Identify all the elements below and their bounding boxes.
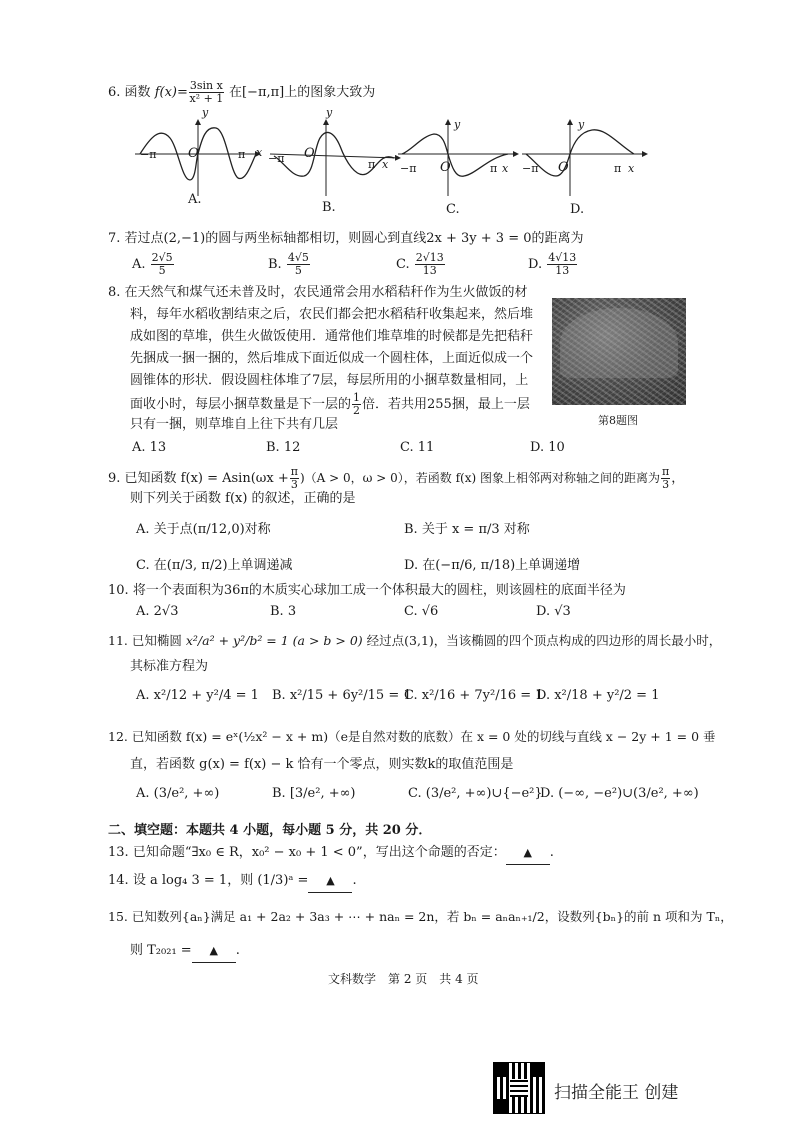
graph-d-label: D. xyxy=(570,202,585,217)
q12-option-d: D. (−∞, −e²)∪(3/e², +∞) xyxy=(540,786,699,801)
graph-b-negpi: −π xyxy=(268,152,285,165)
q9-option-d: D. 在(−π/6, π/18)上单调递增 xyxy=(404,558,581,573)
graph-d-origin: O xyxy=(558,160,569,175)
q9-frac2 xyxy=(661,466,670,491)
opt-num: 4√13 xyxy=(548,251,577,264)
q10-option-b: B. 3 xyxy=(270,604,297,619)
q11-option-b: B. x²/15 + 6y²/15 = 1 xyxy=(272,688,412,703)
q9-option-a: A. 关于点(π/12,0)对称 xyxy=(136,522,271,537)
graph-a-origin: O xyxy=(188,146,199,161)
q11-option-d: D. x²/18 + y²/2 = 1 xyxy=(536,688,660,703)
opt-frac xyxy=(151,252,174,277)
frac-num: π xyxy=(661,465,670,478)
triangle-icon: ▲ xyxy=(523,846,532,859)
graph-a-x: x xyxy=(256,146,263,159)
opt-den: 13 xyxy=(422,264,437,277)
q8-line2: 料，每年水稻收割结束之后，农民们都会把水稻秸秆收集起来，然后堆 xyxy=(130,307,534,322)
opt-label: A. xyxy=(132,257,146,272)
q10-option-c: C. √6 xyxy=(404,604,439,619)
graph-c-x: x xyxy=(502,162,509,175)
q12-option-a: A. (3/e², +∞) xyxy=(136,786,220,801)
graph-c-pi: π xyxy=(490,162,498,175)
q8-line6b: 倍．若共用255捆，最上一层 xyxy=(362,397,530,412)
frac-num: π xyxy=(290,465,298,478)
graph-b-pi: π xyxy=(368,158,376,171)
q15-line2 xyxy=(130,940,240,963)
graph-b-origin: O xyxy=(304,146,315,161)
q15-line1: 已知数列{aₙ}满足 a₁ + 2a₂ + 3a₃ + ⋯ + naₙ = 2n，若 bₙ = aₙaₙ₊₁/2，设数列{bₙ}的前 n 项和为 Tₙ， xyxy=(131,909,733,924)
q6-graphs xyxy=(130,118,690,198)
question-number: 10. xyxy=(108,583,129,598)
q10-option-a: A. 2√3 xyxy=(136,604,179,619)
graph-d-y: y xyxy=(578,118,585,131)
q9-line1a: 已知函数 f(x) = Asin(ωx + xyxy=(124,471,289,486)
q15-line2-text: 则 T₂₀₂₁ = xyxy=(130,943,192,958)
q8-line4: 先捆成一捆一捆的，然后堆成下面近似成一个圆柱体，上面近似成一个 xyxy=(130,351,534,366)
q6-func: f(x)= xyxy=(154,85,188,100)
question-6 xyxy=(108,80,375,105)
graph-b-x: x xyxy=(382,158,389,171)
answer-blank[interactable] xyxy=(192,940,236,963)
q11-line1c: 经过点(3,1)，当该椭圆的四个顶点构成的四边形的周长最小时， xyxy=(366,633,722,648)
opt-frac xyxy=(287,252,310,277)
frac-den: 3 xyxy=(662,478,670,491)
q12-option-c: C. (3/e², +∞)∪{−e²} xyxy=(408,786,543,801)
q8-option-b: B. 12 xyxy=(266,440,301,455)
graph-a-pi: π xyxy=(238,148,246,161)
q13-text: 已知命题“∃x₀ ∈ R，x₀² − x₀ + 1 < 0”，写出这个命题的否定： xyxy=(132,845,506,860)
question-number: 9. xyxy=(108,471,121,486)
qr-code xyxy=(494,1063,544,1113)
q9-option-b: B. 关于 x = π/3 对称 xyxy=(404,522,530,537)
q8-line3: 成如图的草堆，供生火做饭使用．通常他们堆草堆的时候都是先把秸秆 xyxy=(130,329,534,344)
opt-frac xyxy=(415,252,445,277)
q13-end: . xyxy=(549,845,554,860)
q14-end: . xyxy=(352,873,357,888)
section-heading: 二、填空题：本题共 4 小题，每小题 5 分，共 20 分． xyxy=(108,823,432,838)
graph-c-negpi: −π xyxy=(400,162,417,175)
graph-c-y: y xyxy=(454,118,461,131)
question-number: 15. xyxy=(108,909,128,924)
question-number: 13. xyxy=(108,845,129,860)
question-14 xyxy=(108,870,357,893)
q11-option-c: C. x²/16 + 7y²/16 = 1 xyxy=(404,688,544,703)
q9-line1c: ， xyxy=(671,471,685,486)
question-11 xyxy=(108,630,721,652)
graph-d xyxy=(522,120,647,196)
opt-num: 2√13 xyxy=(415,251,444,264)
q8-half xyxy=(352,392,361,417)
opt-label: C. xyxy=(396,257,410,272)
q7-text: 若过点(2,−1)的圆与两坐标轴都相切，则圆心到直线2x + 3y + 3 = 0的距离为 xyxy=(124,231,584,246)
question-number: 8. xyxy=(108,285,121,300)
question-12 xyxy=(108,726,716,748)
q11-ellipse-eq: x²/a² + y²/b² = 1 (a > b > 0) xyxy=(185,633,363,648)
q10-option-d: D. √3 xyxy=(536,604,571,619)
graph-d-negpi: −π xyxy=(522,162,539,175)
graph-b-label: B. xyxy=(322,200,336,215)
q7-option-d xyxy=(528,252,578,277)
triangle-icon: ▲ xyxy=(209,944,218,957)
opt-label: D. xyxy=(528,257,543,272)
opt-num: 4√5 xyxy=(287,251,309,264)
question-13 xyxy=(108,842,554,865)
question-number: 6. xyxy=(108,85,121,100)
graph-a-label: A. xyxy=(188,192,202,207)
opt-den: 5 xyxy=(294,264,302,277)
q9-line2: 则下列关于函数 f(x) 的叙述，正确的是 xyxy=(130,491,356,506)
graph-c xyxy=(398,120,518,196)
graph-d-x: x xyxy=(628,162,635,175)
q8-option-a: A. 13 xyxy=(132,440,167,455)
answer-blank[interactable] xyxy=(506,842,550,865)
q14-text: 设 a log₄ 3 = 1，则 (1/3)ᵃ = xyxy=(132,873,309,888)
graph-c-origin: O xyxy=(440,160,451,175)
question-7 xyxy=(108,228,584,250)
q12-option-b: B. [3/e², +∞) xyxy=(272,786,356,801)
opt-frac xyxy=(547,252,577,277)
question-number: 12. xyxy=(108,729,128,744)
q6-frac-num: 3sin x xyxy=(189,79,223,92)
figure-caption: 第8题图 xyxy=(598,414,638,427)
answer-blank[interactable] xyxy=(308,870,352,893)
q12-line1: 已知函数 f(x) = eˣ(½x² − x + m)（e是自然对数的底数）在 x = 0 处的切线与直线 x − 2y + 1 = 0 垂 xyxy=(131,729,716,744)
q11-line2: 其标准方程为 xyxy=(130,659,209,674)
q8-line5: 圆锥体的形状．假设圆柱体堆了7层，每层所用的小捆草数量相同，上 xyxy=(130,373,529,388)
graph-d-pi: π xyxy=(614,162,622,175)
q7-option-c xyxy=(396,252,446,277)
opt-label: B. xyxy=(268,257,282,272)
q7-option-a xyxy=(132,252,175,277)
q12-line2: 直，若函数 g(x) = f(x) − k 恰有一个零点，则实数k的取值范围是 xyxy=(130,757,514,772)
question-number: 7. xyxy=(108,231,121,246)
q8-option-d: D. 10 xyxy=(530,440,565,455)
q9-line1b: )（A > 0，ω > 0），若函数 f(x) 图象上相邻两对称轴之间的距离为 xyxy=(299,471,660,485)
graph-a-y: y xyxy=(202,106,209,119)
q8-line6a: 面收小时，每层小捆草数量是下一层的 xyxy=(130,397,352,412)
graph-c-label: C. xyxy=(446,202,460,217)
question-15 xyxy=(108,906,733,928)
q7-option-b xyxy=(268,252,311,277)
page-footer: 文科数学 第 2 页 共 4 页 xyxy=(328,972,479,986)
q11-option-a: A. x²/12 + y²/4 = 1 xyxy=(136,688,259,703)
q6-frac-den: x² + 1 xyxy=(189,92,224,105)
q8-half-num: 1 xyxy=(353,391,361,404)
q6-prefix: 函数 xyxy=(124,85,151,100)
opt-den: 13 xyxy=(555,264,570,277)
q11-line1a: 已知椭圆 xyxy=(131,633,182,648)
q8-option-c: C. 11 xyxy=(400,440,435,455)
q8-line1: 在天然气和煤气还未普及时，农民通常会用水稻秸秆作为生火做饭的材 xyxy=(124,285,528,300)
question-10 xyxy=(108,580,626,602)
graph-a-negpi: −π xyxy=(140,148,157,161)
frac-den: 3 xyxy=(290,478,298,491)
graph-b-y: y xyxy=(326,106,333,119)
q8-half-den: 2 xyxy=(353,404,361,417)
question-8 xyxy=(108,282,528,304)
triangle-icon: ▲ xyxy=(326,874,335,887)
q8-line7: 只有一捆，则草堆自上往下共有几层 xyxy=(130,417,339,432)
question-number: 14. xyxy=(108,873,129,888)
question-number: 11. xyxy=(108,633,128,648)
q6-fraction xyxy=(189,80,224,105)
q9-option-c: C. 在(π/3, π/2)上单调递减 xyxy=(136,558,293,573)
q15-end: . xyxy=(235,943,240,958)
graph-b xyxy=(270,120,400,196)
scanner-watermark: 扫描全能王 创建 xyxy=(554,1083,679,1103)
opt-den: 5 xyxy=(158,264,166,277)
opt-num: 2√5 xyxy=(151,251,173,264)
q10-text: 将一个表面积为36π的木质实心球加工成一个体积最大的圆柱，则该圆柱的底面半径为 xyxy=(132,583,626,598)
q6-suffix: 在[−π,π]上的图象大致为 xyxy=(228,85,376,100)
haystack-photo xyxy=(552,298,686,405)
